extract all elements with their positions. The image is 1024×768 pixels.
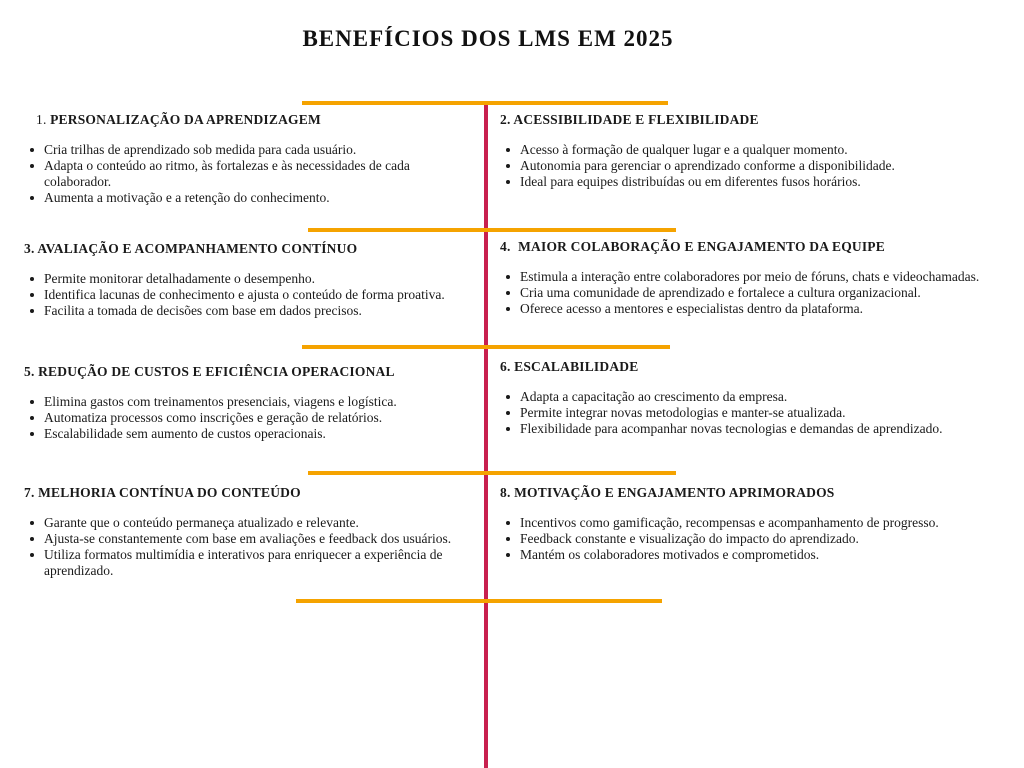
section-personalizacao	[24, 112, 464, 206]
list-item: Feedback constante e visualização do impacto do aprendizado.	[520, 531, 990, 547]
bullet-list	[500, 269, 990, 317]
section-heading-text: MOTIVAÇÃO E ENGAJAMENTO APRIMORADOS	[514, 485, 835, 500]
section-heading	[500, 485, 990, 501]
list-item: Cria trilhas de aprendizado sob medida para cada usuário.	[44, 142, 464, 158]
section-heading	[500, 359, 990, 375]
section-heading-text: PERSONALIZAÇÃO DA APRENDIZAGEM	[50, 112, 321, 127]
section-colaboracao	[500, 239, 990, 317]
list-item: Adapta o conteúdo ao ritmo, às fortalezas e às necessidades de cada colaborador.	[44, 158, 464, 190]
section-heading-text: MELHORIA CONTÍNUA DO CONTEÚDO	[38, 485, 301, 500]
section-heading-text: ESCALABILIDADE	[514, 359, 639, 374]
page-title: BENEFÍCIOS DOS LMS EM 2025	[302, 26, 674, 51]
list-item: Permite monitorar detalhadamente o desempenho.	[44, 271, 464, 287]
horizontal-divider-3	[302, 345, 670, 349]
list-item: Adapta a capacitação ao crescimento da empresa.	[520, 389, 990, 405]
bullet-list	[24, 515, 464, 579]
section-number: 3.	[24, 241, 35, 256]
section-heading	[500, 112, 990, 128]
horizontal-divider-1	[302, 101, 668, 105]
section-heading-text: MAIOR COLABORAÇÃO E ENGAJAMENTO DA EQUIPE	[518, 239, 885, 254]
list-item: Escalabilidade sem aumento de custos operacionais.	[44, 426, 464, 442]
section-melhoria-continua	[24, 485, 464, 579]
list-item: Flexibilidade para acompanhar novas tecnologias e demandas de aprendizado.	[520, 421, 990, 437]
list-item: Incentivos como gamificação, recompensas e acompanhamento de progresso.	[520, 515, 990, 531]
section-number: 2.	[500, 112, 511, 127]
list-item: Elimina gastos com treinamentos presenciais, viagens e logística.	[44, 394, 464, 410]
section-heading	[24, 241, 464, 257]
section-heading	[500, 239, 990, 255]
section-number: 7.	[24, 485, 35, 500]
horizontal-divider-2	[308, 228, 676, 232]
list-item: Utiliza formatos multimídia e interativos para enriquecer a experiência de aprendizado.	[44, 547, 464, 579]
section-escalabilidade	[500, 359, 990, 437]
bullet-list	[500, 389, 990, 437]
bullet-list	[500, 515, 990, 563]
list-item: Estimula a interação entre colaboradores por meio de fóruns, chats e videochamadas.	[520, 269, 990, 285]
section-number: 8.	[500, 485, 511, 500]
vertical-divider	[484, 103, 488, 768]
section-heading	[24, 485, 464, 501]
section-heading	[24, 364, 464, 380]
horizontal-divider-5	[296, 599, 662, 603]
bullet-list	[24, 271, 464, 319]
list-item: Autonomia para gerenciar o aprendizado conforme a disponibilidade.	[520, 158, 990, 174]
list-item: Oferece acesso a mentores e especialistas dentro da plataforma.	[520, 301, 990, 317]
section-number: 4.	[500, 239, 511, 254]
bullet-list	[500, 142, 990, 190]
list-item: Permite integrar novas metodologias e manter-se atualizada.	[520, 405, 990, 421]
section-heading-text: REDUÇÃO DE CUSTOS E EFICIÊNCIA OPERACIONAL	[38, 364, 395, 379]
list-item: Acesso à formação de qualquer lugar e a qualquer momento.	[520, 142, 990, 158]
list-item: Ideal para equipes distribuídas ou em diferentes fusos horários.	[520, 174, 990, 190]
list-item: Ajusta-se constantemente com base em avaliações e feedback dos usuários.	[44, 531, 464, 547]
section-number: 6.	[500, 359, 511, 374]
bullet-list	[24, 394, 464, 442]
list-item: Mantém os colaboradores motivados e comprometidos.	[520, 547, 990, 563]
list-item: Facilita a tomada de decisões com base em dados precisos.	[44, 303, 464, 319]
list-item: Garante que o conteúdo permaneça atualizado e relevante.	[44, 515, 464, 531]
section-heading	[24, 112, 464, 128]
list-item: Identifica lacunas de conhecimento e ajusta o conteúdo de forma proativa.	[44, 287, 464, 303]
bullet-list	[24, 142, 464, 206]
section-heading-text: ACESSIBILIDADE E FLEXIBILIDADE	[513, 112, 759, 127]
section-number: 5.	[24, 364, 35, 379]
list-item: Aumenta a motivação e a retenção do conhecimento.	[44, 190, 464, 206]
section-avaliacao	[24, 241, 464, 319]
horizontal-divider-4	[308, 471, 676, 475]
section-reducao-custos	[24, 364, 464, 442]
section-acessibilidade	[500, 112, 990, 190]
section-motivacao	[500, 485, 990, 563]
list-item: Cria uma comunidade de aprendizado e fortalece a cultura organizacional.	[520, 285, 990, 301]
section-number: 1.	[36, 112, 47, 127]
list-item: Automatiza processos como inscrições e geração de relatórios.	[44, 410, 464, 426]
section-heading-text: AVALIAÇÃO E ACOMPANHAMENTO CONTÍNUO	[37, 241, 358, 256]
